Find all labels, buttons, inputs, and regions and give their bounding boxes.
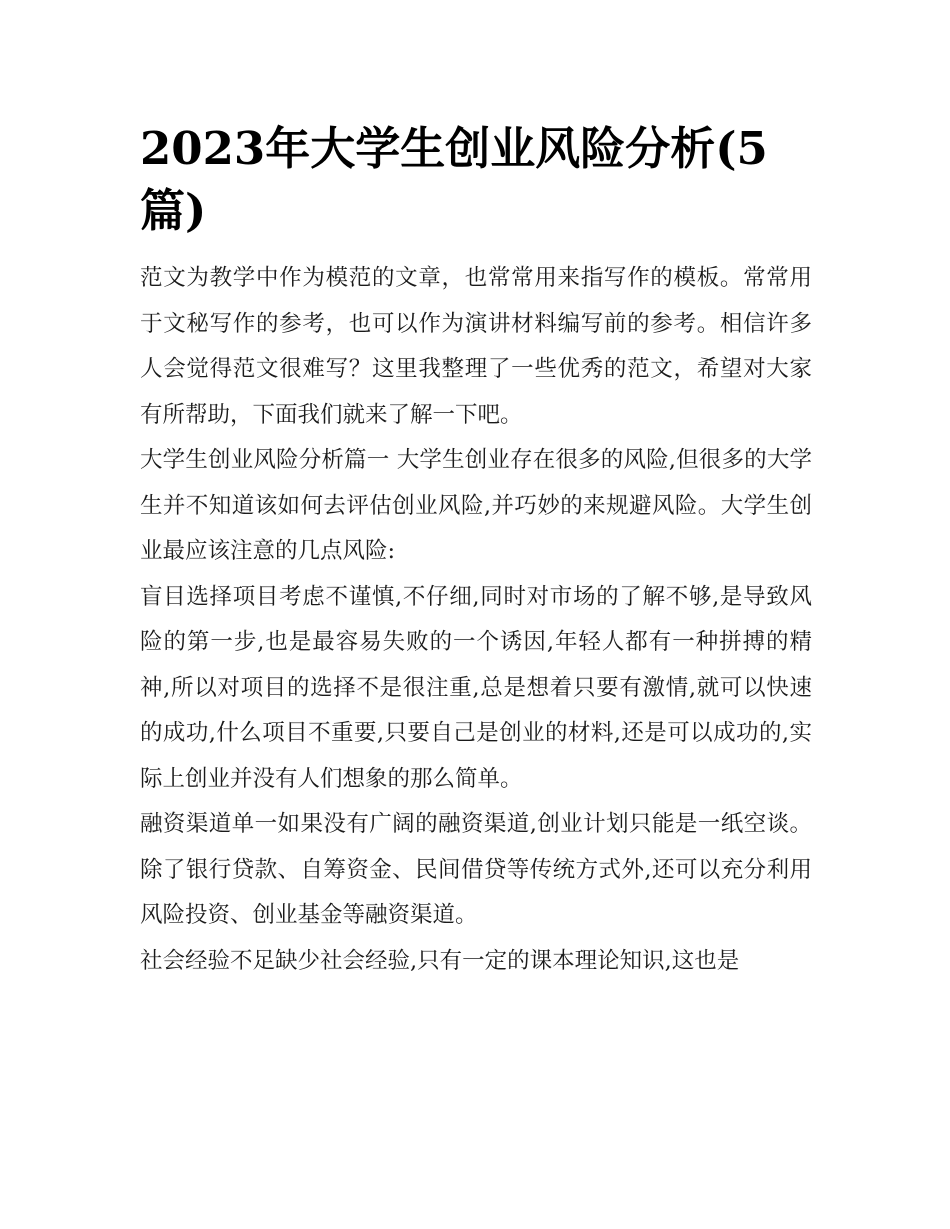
paragraph-article-one: 大学生创业风险分析篇一 大学生创业存在很多的风险,但很多的大学生并不知道该如何去评估创业风险,并巧妙的来规避风险。大学生创业最应该注意的几点风险: (140, 447, 812, 564)
paragraph-financing: 融资渠道单一如果没有广阔的融资渠道,创业计划只能是一纸空谈。除了银行贷款、自筹资金、民间借贷等传统方式外,还可以充分利用风险投资、创业基金等融资渠道。 (140, 811, 812, 928)
document-title: 2023年大学生创业风险分析(5篇) (140, 122, 768, 237)
document-page (140, 118, 812, 984)
paragraph-blind-project: 盲目选择项目考虑不谨慎,不仔细,同时对市场的了解不够,是导致风险的第一步,也是最容易失败的一个诱因,年轻人都有一种拼搏的精神,所以对项目的选择不是很注重,总是想着只要有激情,就可以快速的成功,什么项目不重要,只要自己是创业的材料,还是可以成功的,实际上创业并没有人们想象的那么简单。 (140, 583, 812, 792)
paragraph-experience: 社会经验不足缺少社会经验,只有一定的课本理论知识,这也是 (140, 947, 740, 974)
paragraph-intro: 范文为教学中作为模范的文章，也常常用来指写作的模板。常常用于文秘写作的参考，也可以作为演讲材料编写前的参考。相信许多人会觉得范文很难写？这里我整理了一些优秀的范文，希望对大家有所帮助，下面我们就来了解一下吧。 (140, 265, 812, 428)
